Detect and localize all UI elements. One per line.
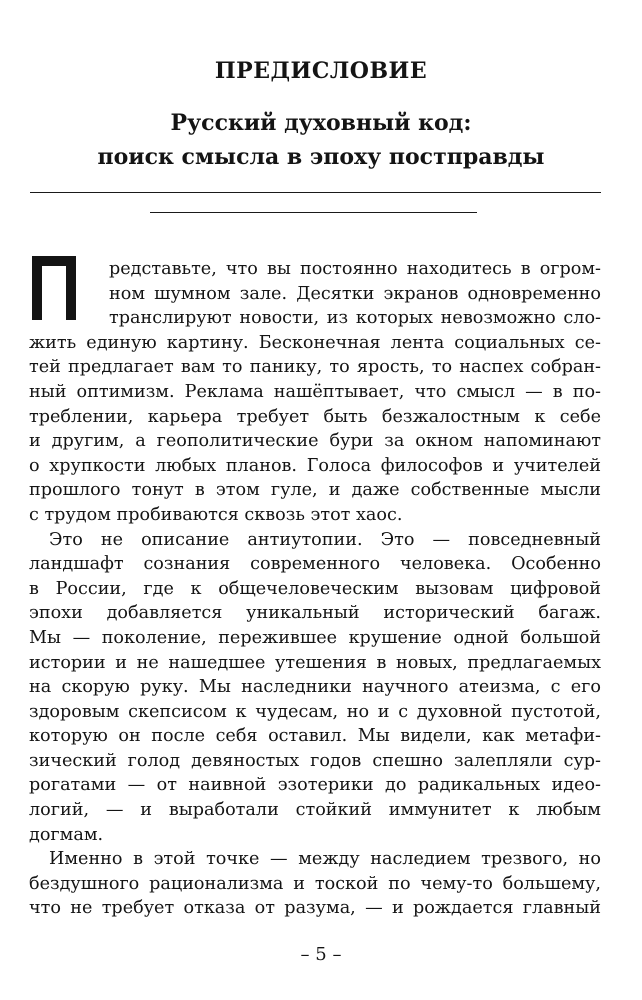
- text-line: здоровым скепсисом к чудесам, но и с духовной пустотой,: [29, 701, 601, 722]
- text-line: логий, — и выработали стойкий иммунитет к любым: [29, 800, 601, 821]
- text-line: Именно в этой точке — между наследием трезвого, но: [49, 849, 601, 870]
- chapter-subtitle-line-1: Русский духовный код:: [170, 110, 472, 136]
- text-line: ном шумном зале. Десятки экранов одновременно: [109, 283, 601, 304]
- text-line: зический голод девяностых годов спешно залепляли сур-: [29, 750, 601, 771]
- text-line: бездушного рационализма и тоской по чему-то большему,: [29, 873, 601, 894]
- text-line: что не требует отказа от разума, — и рождается главный: [29, 898, 601, 919]
- text-line: жить единую картину. Бесконечная лента социальных се-: [29, 332, 601, 353]
- text-line: ный оптимизм. Реклама нашёптывает, что смысл — в по-: [29, 381, 601, 402]
- text-line: прошлого тонут в этом гуле, и даже собственные мысли: [29, 480, 601, 501]
- text-line: истории и не нашедшее утешения в новых, предлагаемых: [29, 652, 601, 673]
- text-line: и другим, а геополитические бури за окном напоминают: [29, 431, 601, 452]
- body-text: [29, 257, 601, 921]
- divider-short: [150, 212, 477, 213]
- chapter-subtitle-line-2: поиск смысла в эпоху постправды: [97, 144, 545, 170]
- text-line: которую он после себя оставил. Мы видели, как метафи-: [29, 726, 601, 747]
- text-line: Это не описание антиутопии. Это — повседневный: [49, 529, 601, 550]
- text-line: на скорую руку. Мы наследники научного атеизма, с его: [29, 677, 601, 698]
- text-line: догмам.: [29, 824, 104, 845]
- chapter-title: ПРЕДИСЛОВИЕ: [214, 58, 428, 84]
- text-line: транслируют новости, из которых невозможно сло-: [109, 308, 601, 329]
- text-line: Мы — поколение, пережившее крушение одной большой: [29, 627, 601, 648]
- text-line: тей предлагает вам то панику, то ярость, то наспех собран-: [29, 357, 601, 378]
- text-line: эпохи добавляется уникальный исторический багаж.: [29, 603, 601, 624]
- text-line: треблении, карьера требует быть безжалостным к себе: [29, 406, 601, 427]
- text-line: рогатами — от наивной эзотерики до радикальных идео-: [29, 775, 601, 796]
- page-number: – 5 –: [300, 944, 342, 965]
- divider-long: [30, 192, 601, 193]
- text-line: с трудом пробиваются сквозь этот хаос.: [29, 504, 403, 525]
- text-line: о хрупкости любых планов. Голоса философов и учителей: [29, 455, 601, 476]
- text-line: редставьте, что вы постоянно находитесь в огром-: [109, 259, 601, 279]
- text-line: в России, где к общечеловеческим вызовам цифровой: [29, 578, 601, 599]
- text-line: ландшафт сознания современного человека. Особенно: [29, 554, 601, 575]
